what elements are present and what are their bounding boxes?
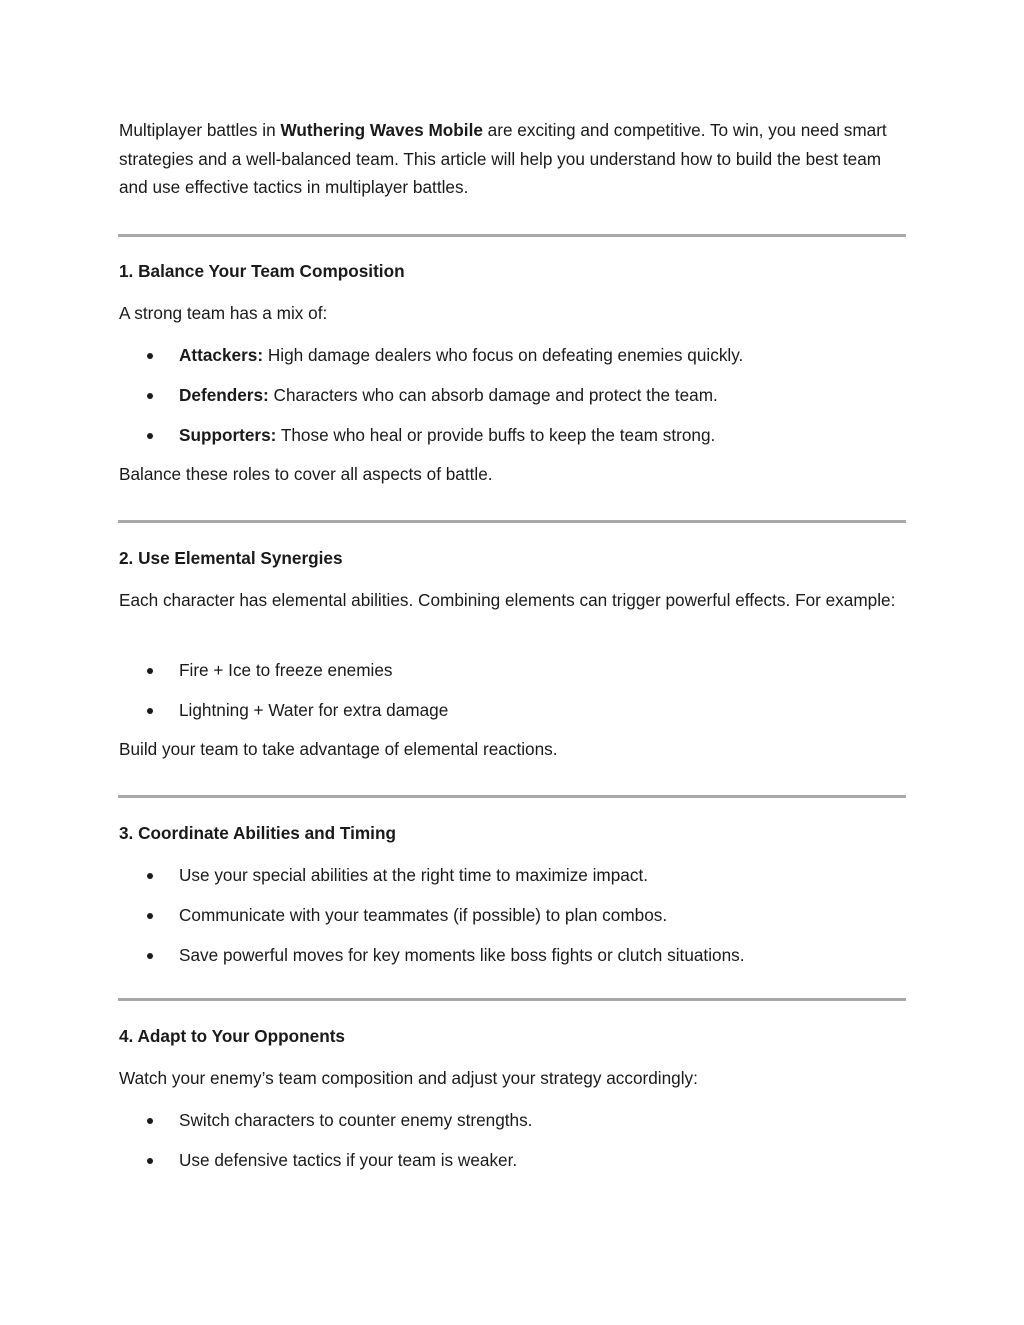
section-heading: 2. Use Elemental Synergies — [119, 548, 343, 568]
section-divider — [118, 520, 906, 523]
list-item-text: High damage dealers who focus on defeating enemies quickly. — [263, 345, 744, 365]
list-item: Save powerful moves for key moments like boss fights or clutch situations. — [179, 945, 745, 965]
list-item: Lightning + Water for extra damage — [179, 700, 449, 720]
bullet-icon — [147, 353, 153, 359]
list-item — [179, 383, 909, 407]
bullet-icon — [147, 433, 153, 439]
list-item-label: Defenders: — [179, 385, 269, 405]
list-item: Use your special abilities at the right time to maximize impact. — [179, 865, 649, 885]
bullet-icon — [147, 1158, 153, 1164]
list-item-text: Those who heal or provide buffs to keep the team strong. — [276, 425, 716, 445]
list-item: Switch characters to counter enemy strengths. — [179, 1110, 533, 1130]
section-heading: 1. Balance Your Team Composition — [119, 261, 405, 281]
section-lead: Each character has elemental abilities. Combining elements can trigger powerful effects. For example: — [119, 590, 896, 610]
bullet-icon — [147, 873, 153, 879]
list-item-label: Attackers: — [179, 345, 264, 365]
list-item-text: Characters who can absorb damage and protect the team. — [268, 385, 718, 405]
intro-text-end: are exciting and competitive. To win, you need smart strategies and a well-balanced team. This article will help you understand how to build the best team and use effective tactics in multiplayer battles. — [119, 120, 887, 197]
section-divider — [118, 234, 906, 237]
list-item: Fire + Ice to freeze enemies — [179, 660, 393, 680]
intro-text-start: Multiplayer battles in — [119, 120, 281, 140]
list-item — [179, 423, 909, 447]
bullet-icon — [147, 1118, 153, 1124]
section-divider — [118, 795, 906, 798]
list-item: Use defensive tactics if your team is weaker. — [179, 1150, 518, 1170]
section-divider — [118, 998, 906, 1001]
section-heading: 3. Coordinate Abilities and Timing — [119, 823, 396, 843]
list-item-label: Supporters: — [179, 425, 277, 445]
game-title: Wuthering Waves Mobile — [280, 120, 483, 140]
section-closing: Build your team to take advantage of elemental reactions. — [119, 739, 558, 759]
section-closing: Balance these roles to cover all aspects of battle. — [119, 464, 493, 484]
intro-paragraph — [119, 116, 909, 202]
list-item: Communicate with your teammates (if possible) to plan combos. — [179, 905, 668, 925]
bullet-icon — [147, 953, 153, 959]
bullet-icon — [147, 393, 153, 399]
section-lead: Watch your enemy’s team composition and adjust your strategy accordingly: — [119, 1068, 698, 1088]
section-heading: 4. Adapt to Your Opponents — [119, 1026, 345, 1046]
list-item — [179, 343, 909, 367]
bullet-icon — [147, 668, 153, 674]
bullet-icon — [147, 708, 153, 714]
section-lead: A strong team has a mix of: — [119, 303, 328, 323]
bullet-icon — [147, 913, 153, 919]
